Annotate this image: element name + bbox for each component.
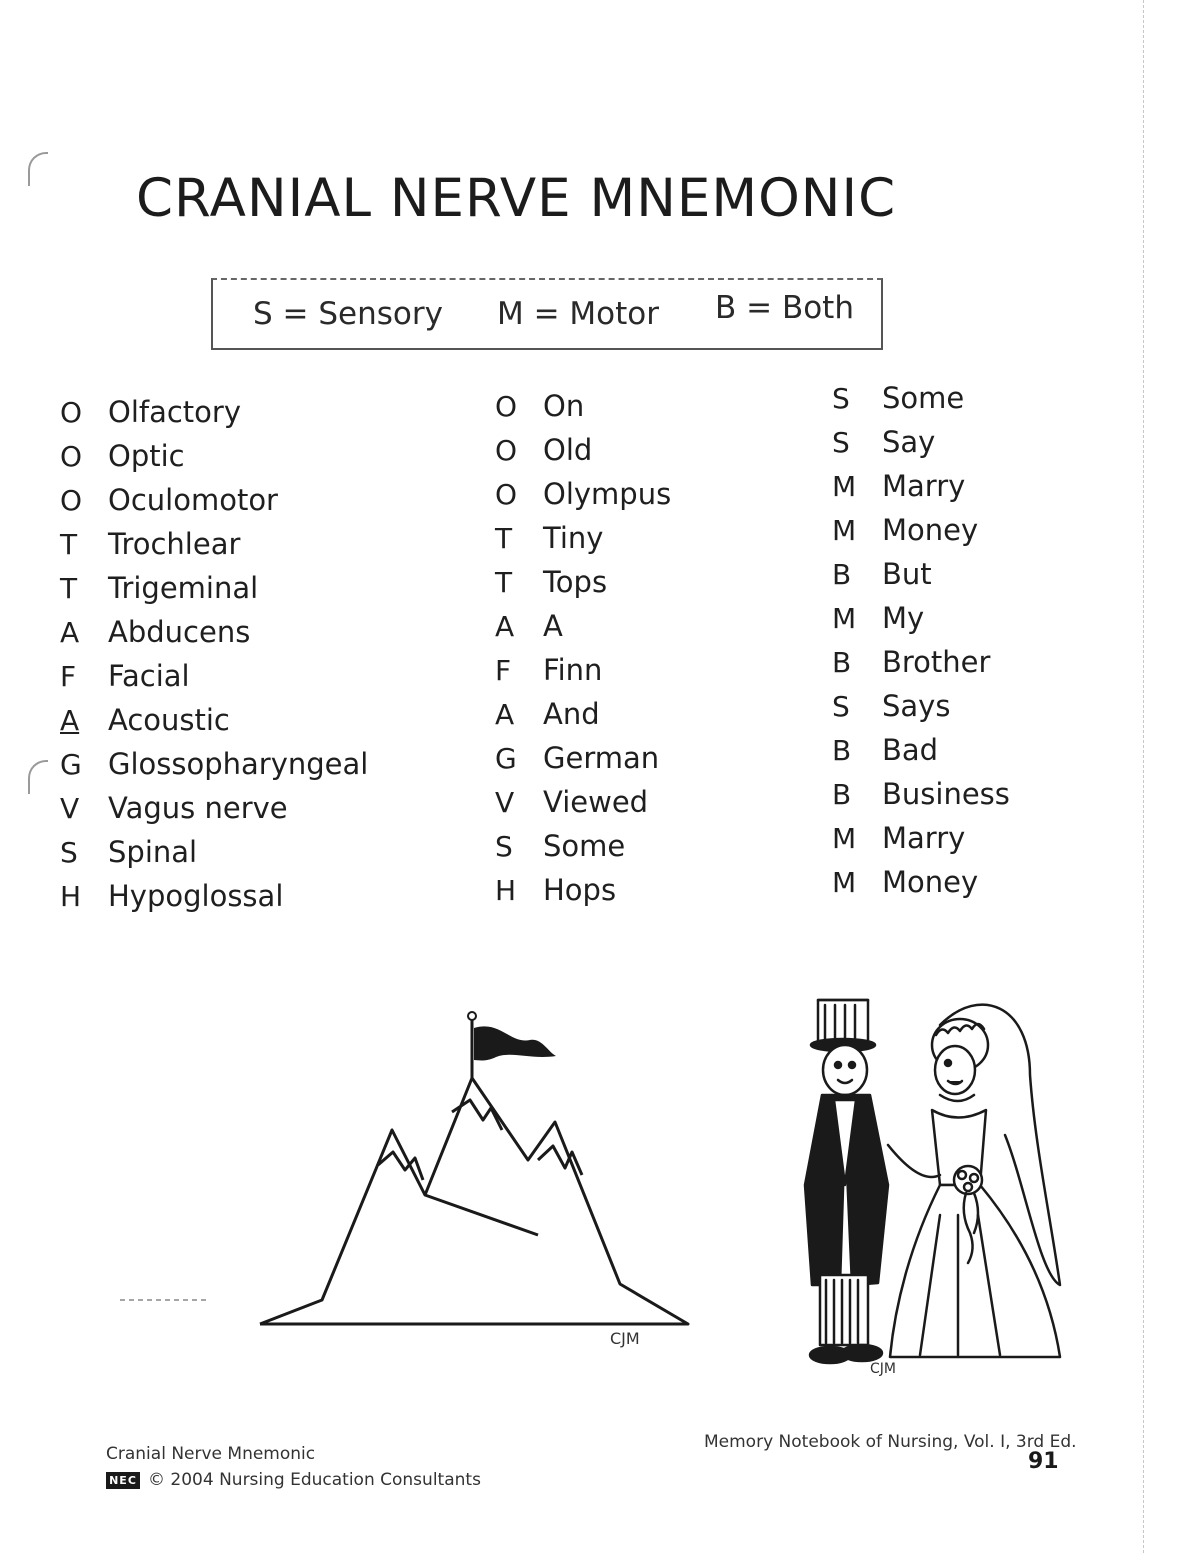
function-word: Marry: [882, 469, 966, 503]
mnemonic-word: Olympus: [543, 477, 672, 511]
mnemonic-word: Tops: [543, 565, 608, 599]
mnemonic-letter: T: [495, 521, 513, 555]
function-row: [832, 684, 1200, 728]
nerve-row: [60, 698, 440, 742]
mnemonic-row: [495, 648, 875, 692]
mnemonic-word: Old: [543, 433, 593, 467]
nerve-name: Trigeminal: [108, 571, 259, 605]
mnemonic-row: [495, 560, 875, 604]
mnemonic-letter: T: [495, 565, 513, 599]
nerve-name: Spinal: [108, 835, 198, 869]
function-word: Say: [882, 425, 936, 459]
mnemonic-word: Finn: [543, 653, 603, 687]
function-letter: B: [832, 777, 852, 811]
page-number: 91: [1028, 1449, 1059, 1474]
nerve-row: [60, 830, 440, 874]
nerve-name: Optic: [108, 439, 185, 473]
mnemonic-letter: H: [495, 873, 517, 907]
mnemonic-word: Some: [543, 829, 626, 863]
nerve-letter: A: [60, 615, 80, 649]
nerve-letter: V: [60, 791, 80, 825]
nerve-letter: H: [60, 879, 82, 913]
mnemonic-row: [495, 472, 875, 516]
nerve-row: [60, 786, 440, 830]
function-row: [832, 816, 1200, 860]
mnemonic-letter: O: [495, 389, 518, 423]
nerve-letter: O: [60, 439, 83, 473]
function-row: [832, 464, 1200, 508]
mnemonic-letter: F: [495, 653, 512, 687]
function-row: [832, 728, 1200, 772]
mnemonic-letter: V: [495, 785, 515, 819]
mnemonic-word: Viewed: [543, 785, 649, 819]
function-word: Business: [882, 777, 1010, 811]
nerve-letter: A: [60, 703, 80, 737]
function-letter: B: [832, 557, 852, 591]
function-word-list: [832, 376, 1200, 904]
nerve-name: Olfactory: [108, 395, 242, 429]
function-word: My: [882, 601, 925, 635]
function-row: [832, 596, 1200, 640]
mnemonic-word: On: [543, 389, 585, 423]
nerve-letter: G: [60, 747, 82, 781]
footer-copyright-line: [106, 1470, 481, 1490]
mnemonic-letter: G: [495, 741, 517, 775]
nerve-row: [60, 478, 440, 522]
function-row: [832, 508, 1200, 552]
function-word: Says: [882, 689, 951, 723]
mnemonic-row: [495, 604, 875, 648]
nerve-letter: F: [60, 659, 77, 693]
mountain-illustration: [110, 1000, 710, 1360]
mnemonic-row: [495, 736, 875, 780]
mnemonic-row: [495, 780, 875, 824]
binder-hole-mark: [28, 152, 48, 186]
function-row: [832, 640, 1200, 684]
function-letter: S: [832, 689, 850, 723]
nerve-row: [60, 610, 440, 654]
nerve-row: [60, 874, 440, 918]
mnemonic-letter: S: [495, 829, 513, 863]
couple-signature: CJM: [870, 1361, 896, 1377]
footer-copyright: © 2004 Nursing Education Consultants: [148, 1470, 481, 1490]
nec-logo-icon: NEC: [106, 1472, 140, 1489]
nerve-row: [60, 654, 440, 698]
function-letter: M: [832, 469, 857, 503]
mnemonic-word: Hops: [543, 873, 617, 907]
function-letter: S: [832, 381, 850, 415]
function-word: Marry: [882, 821, 966, 855]
page-title: CRANIAL NERVE MNEMONIC: [136, 168, 897, 229]
nerve-row: [60, 522, 440, 566]
nerve-name: Hypoglossal: [108, 879, 284, 913]
mnemonic-word: A: [543, 609, 563, 643]
function-word: Some: [882, 381, 965, 415]
nerve-name: Glossopharyngeal: [108, 747, 369, 781]
legend-sensory: S = Sensory: [253, 296, 443, 332]
mnemonic-letter: A: [495, 609, 515, 643]
nerve-letter: O: [60, 483, 83, 517]
mnemonic-letter: O: [495, 433, 518, 467]
nerve-list: [60, 390, 440, 918]
function-word: But: [882, 557, 932, 591]
nerve-name: Acoustic: [108, 703, 230, 737]
mnemonic-row: [495, 384, 875, 428]
mnemonic-row: [495, 516, 875, 560]
function-row: [832, 376, 1200, 420]
function-word: Brother: [882, 645, 991, 679]
mnemonic-row: [495, 428, 875, 472]
nerve-row: [60, 566, 440, 610]
nerve-row: [60, 434, 440, 478]
function-letter: S: [832, 425, 850, 459]
nerve-letter: T: [60, 527, 78, 561]
function-letter: M: [832, 513, 857, 547]
nerve-name: Oculomotor: [108, 483, 278, 517]
nerve-name: Abducens: [108, 615, 251, 649]
function-row: [832, 772, 1200, 816]
wedding-couple-illustration: [790, 985, 1080, 1380]
function-row: [832, 860, 1200, 904]
function-row: [832, 420, 1200, 464]
function-row: [832, 552, 1200, 596]
mnemonic-word-list: [495, 384, 875, 912]
function-letter: B: [832, 733, 852, 767]
function-word: Money: [882, 865, 979, 899]
mnemonic-letter: A: [495, 697, 515, 731]
function-letter: M: [832, 821, 857, 855]
function-letter: M: [832, 601, 857, 635]
binder-hole-mark: [28, 760, 48, 794]
nerve-row: [60, 742, 440, 786]
footer-book-title: Memory Notebook of Nursing, Vol. I, 3rd Ed.: [704, 1432, 1077, 1452]
legend-box: [211, 278, 883, 350]
legend-both: B = Both: [715, 290, 854, 326]
mnemonic-word: And: [543, 697, 600, 731]
mnemonic-letter: O: [495, 477, 518, 511]
mnemonic-row: [495, 868, 875, 912]
mnemonic-word: Tiny: [543, 521, 604, 555]
footer-title: Cranial Nerve Mnemonic: [106, 1444, 316, 1464]
nerve-letter: S: [60, 835, 78, 869]
function-word: Money: [882, 513, 979, 547]
function-word: Bad: [882, 733, 939, 767]
mnemonic-row: [495, 692, 875, 736]
nerve-letter: T: [60, 571, 78, 605]
nerve-row: [60, 390, 440, 434]
legend-motor: M = Motor: [497, 296, 660, 332]
mnemonic-word: German: [543, 741, 660, 775]
function-letter: M: [832, 865, 857, 899]
mnemonic-row: [495, 824, 875, 868]
nerve-name: Trochlear: [108, 527, 241, 561]
mountain-signature: CJM: [610, 1329, 640, 1348]
function-letter: B: [832, 645, 852, 679]
nerve-letter: O: [60, 395, 83, 429]
nerve-name: Facial: [108, 659, 190, 693]
nerve-name: Vagus nerve: [108, 791, 288, 825]
